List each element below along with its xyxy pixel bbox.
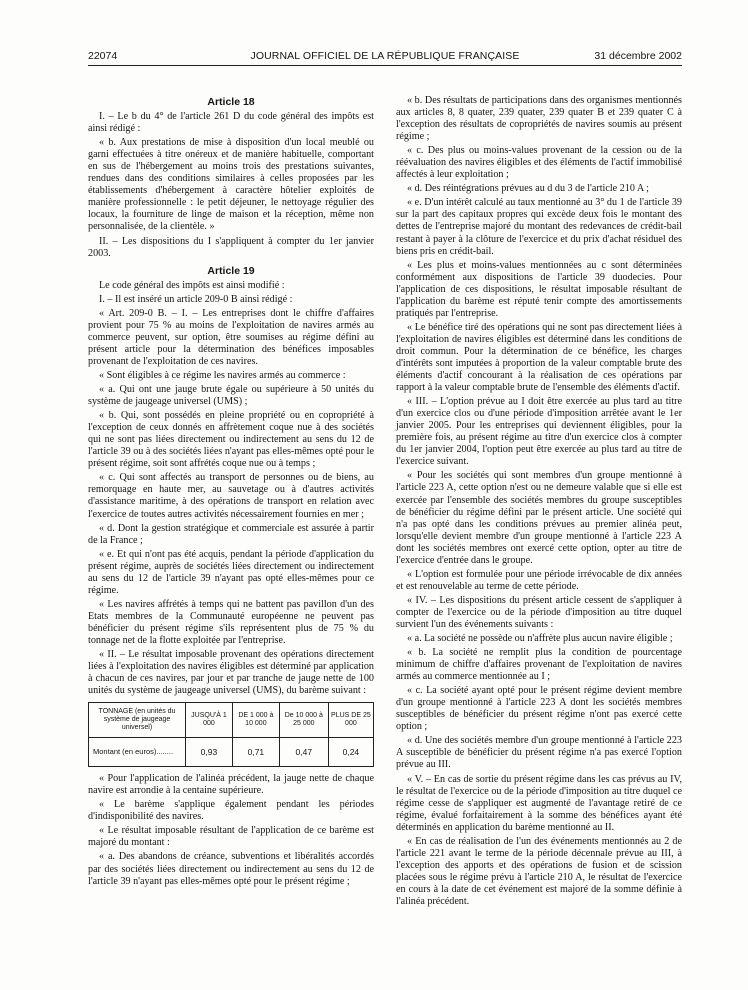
paragraph: « Sont éligibles à ce régime les navires armés au commerce : — [99, 369, 346, 381]
table-cell: 0,71 — [232, 738, 279, 767]
paragraph: I. – Il est inséré un article 209-0 B ainsi rédigé : — [99, 293, 293, 305]
paragraph: « Art. 209-0 B. – I. – Les entreprises dont le chiffre d'affaires provient pour 75 % au moins de l'exploitation de navires armés au commerce peuvent, sur option, être soumises au régime défini au présent article pour la détermination des bénéfices imposables provenant de l'exploitation de ces navires. — [88, 307, 374, 367]
paragraph: « b. Aux prestations de mise à disposition d'un local meublé ou garni effectuées à titre onéreux et de manière habituelle, comportant en sus de l'hébergement au moins trois des prestations suivantes, rendues dans des conditions similaires à celles proposées par les établissements d'hébergement à caractère hôtelier exploités de manière professionnelle : le petit déjeuner, le nettoyage régulier des locaux, la fourniture de linge de maison et la réception, même non personnalisée, de la clientèle. » — [88, 137, 374, 233]
paragraph: Le code général des impôts est ainsi modifié : — [99, 279, 285, 291]
table-cell: 0,93 — [186, 738, 233, 767]
table-header-cell: De 10 000 à 25 000 — [279, 703, 328, 738]
paragraph: « Les navires affrétés à temps qui ne battent pas pavillon d'un des Etats membres de la Communauté européenne ne peuvent pas bénéficier du présent régime s'ils représentent plus de 75 % du tonnage net de la flotte exploitée par l'entreprise. — [88, 598, 374, 646]
paragraph: « Pour l'application de l'alinéa précédent, la jauge nette de chaque navire est arrondie à la centaine supérieure. — [88, 773, 374, 797]
paragraph: « L'option est formulée pour une période irrévocable de dix années et est renouvelable au terme de cette période. — [396, 568, 682, 592]
paragraph: « Les plus et moins-values mentionnées au c sont déterminées conformément aux dispositions de l'article 39 duodecies. Pour l'application de ces dispositions, le résultat imposable résultant de l'application du barème est réputé tenir compte des amortissements pratiqués par l'entreprise. — [396, 259, 682, 319]
paragraph: « Le bénéfice tiré des opérations qui ne sont pas directement liées à l'exploitation de navires éligibles est déterminé dans les conditions de droit commun. Pour la détermination de ce bénéfice, les charges d'intérêts sont imputées à proportion de la valeur comptable brute des éléments d'actif concourant à la réalisation de ces opérations par rapport à la valeur comptable brute de l'ensemble des éléments d'actif. — [396, 321, 682, 394]
header-rule — [88, 65, 682, 66]
paragraph: « b. La société ne remplit plus la condition de pourcentage minimum de chiffre d'affaires provenant de l'exploitation de navires armés au commerce mentionnée au I ; — [396, 647, 682, 683]
article-title: Article 18 — [207, 96, 255, 108]
paragraph: « En cas de réalisation de l'un des événements mentionnés au 2 de l'article 221 avant le terme de la période décennale prévue au III, à l'exception des apports et des opérations de fusion et de scission placées sous le régime prévu à l'article 210 A, le résultat de l'exercice en cours à la date de cet événement est majoré de la somme définie à l'alinéa précédent. — [396, 835, 682, 907]
paragraph: « Pour les sociétés qui sont membres d'un groupe mentionné à l'article 223 A, cette option n'est ou ne demeure valable que si elle est exercée par l'ensemble des sociétés membres du groupe susceptibles de bénéficier du régime défini par le présent article. Une société qui n'a pas opté dans les conditions prévues au premier alinéa peut, lorsqu'elle devient membre d'un groupe mentionné à l'article 223 A dont les sociétés membres ont exercé cette option, opter au titre de l'exercice d'entrée dans le groupe. — [396, 470, 682, 566]
paragraph: « b. Qui, sont possédés en pleine propriété ou en copropriété à l'exception de ceux donnés en affrètement coque nue à des sociétés qui ne sont pas liées directement ou indirectement au sens du 12 de l'article 39 ou à des sociétés liées n'ayant pas elles-mêmes opté pour le présent régime, soit sont affrétés coque nue ou à temps ; — [88, 410, 374, 470]
paragraph: « c. Des plus ou moins-values provenant de la cession ou de la réévaluation des navires éligibles et des éléments de l'actif immobilisé affectés à leur exploitation ; — [396, 145, 682, 181]
left-column — [88, 95, 374, 890]
table-cell: 0,47 — [279, 738, 328, 767]
page-header — [88, 50, 682, 64]
article-title: Article 19 — [207, 264, 255, 277]
paragraph: « a. Qui ont une jauge brute égale ou supérieure à 50 unités du système de jaugeage universel (UMS) ; — [88, 384, 374, 408]
paragraph: « c. Qui sont affectés au transport de personnes ou de biens, au remorquage en haute mer, au sauvetage ou à d'autres activités d'assistance maritime, à des opérations de transport en relation avec l'exercice de toutes autres activités nécessairement fournies en mer ; — [88, 472, 374, 520]
right-column — [396, 95, 682, 910]
table-cell: 0,24 — [328, 738, 373, 767]
paragraph: « e. D'un intérêt calculé au taux mentionné au 3° du 1 de l'article 39 sur la part des capitaux propres qui excède deux fois le montant des dettes de l'entreprise majoré du montant des redevances de crédit-bail restant à payer à la clôture de l'exercice et du prix d'achat résiduel des biens pris en crédit-bail. — [396, 197, 682, 257]
paragraph: « d. Dont la gestion stratégique et commerciale est assurée à partir de la France ; — [88, 522, 374, 546]
page-number: 22074 — [88, 50, 118, 62]
paragraph: « e. Et qui n'ont pas été acquis, pendant la période d'application du présent régime, auprès de sociétés liées directement ou indirectement au sens du 12 de l'article 39 n'ayant pas opté elles-mêmes pour ce régime. — [88, 548, 374, 596]
paragraph: « c. La société ayant opté pour le présent régime devient membre d'un groupe mentionné à l'article 223 A dont les sociétés membres susceptibles de bénéficier du présent régime n'ont pas exercé cette option ; — [396, 685, 682, 733]
paragraph: « a. Des abandons de créance, subventions et libéralités accordés par des sociétés liées directement ou indirectement au sens du 12 de l'article 39 n'ayant pas elles-mêmes opté pour le présent régime ; — [88, 851, 374, 887]
table-header-cell: JUSQU'À 1 000 — [186, 703, 233, 738]
paragraph: « IV. – Les dispositions du présent article cessent de s'appliquer à compter de l'exercice ou de la période d'imposition au titre duquel survient l'un des événements suivants : — [396, 594, 682, 630]
paragraph: « d. Des réintégrations prévues au d du 3 de l'article 210 A ; — [407, 183, 649, 195]
paragraph: « b. Des résultats de participations dans des organismes mentionnés aux articles 8, 8 quater, 239 quater, 239 quater B et 239 quater C à l'exception des résultats de copropriétés de navires soumis au présent régime ; — [396, 95, 682, 143]
paragraph: I. – Le b du 4° de l'article 261 D du code général des impôts est ainsi rédigé : — [88, 111, 374, 135]
table-row-label: Montant (en euros)........ — [89, 738, 186, 767]
table-header-cell: TONNAGE (en unités du système de jaugeage universel) — [89, 703, 186, 738]
paragraph: « Le barème s'applique également pendant les périodes d'indisponibilité des navires. — [88, 799, 374, 823]
table-header-cell: PLUS DE 25 000 — [328, 703, 373, 738]
paragraph: « II. – Le résultat imposable provenant des opérations directement liées à l'exploitation des navires éligibles est déterminé par application à chacun de ces navires, par jour et par tranche de jauge nette de 100 unités du système de jaugeage universel (UMS), du barème suivant : — [88, 649, 374, 697]
journal-title: JOURNAL OFFICIEL DE LA RÉPUBLIQUE FRANÇAISE — [250, 50, 520, 62]
paragraph: II. – Les dispositions du I s'appliquent à compter du 1er janvier 2003. — [88, 235, 374, 259]
bareme-table — [88, 702, 374, 767]
table-row — [89, 738, 374, 767]
table-header-row — [89, 703, 374, 738]
paragraph: « a. La société ne possède ou n'affrète plus aucun navire éligible ; — [407, 633, 673, 645]
paragraph: « d. Une des sociétés membre d'un groupe mentionné à l'article 223 A susceptible de bénéficier du présent régime n'a pas exercé l'option prévue au III. — [396, 735, 682, 771]
paragraph: « V. – En cas de sortie du présent régime dans les cas prévus au IV, le résultat de l'exercice ou de la période d'imposition au titre duquel ce régime cesse de s'appliquer est augmenté de l'avantage retiré de ce régime, évalué forfaitairement à la somme des bénéfices ayant été déterminés en application du barème mentionné au II. — [396, 773, 682, 833]
paragraph: « Le résultat imposable résultant de l'application de ce barème est majoré du montant : — [88, 825, 374, 849]
table-header-cell: DE 1 000 à 10 000 — [232, 703, 279, 738]
publication-date: 31 décembre 2002 — [594, 50, 682, 62]
paragraph: « III. – L'option prévue au I doit être exercée au plus tard au titre d'un exercice clos ou d'une période d'imposition arrêtée avant le 1er janvier 2005. Pour les entreprises qui deviennent éligibles, pour la première fois, au présent régime au titre d'un exercice clos à compter du 1er janvier 2004, l'option peut être exercée au plus tard au titre de l'exercice suivant. — [396, 396, 682, 468]
